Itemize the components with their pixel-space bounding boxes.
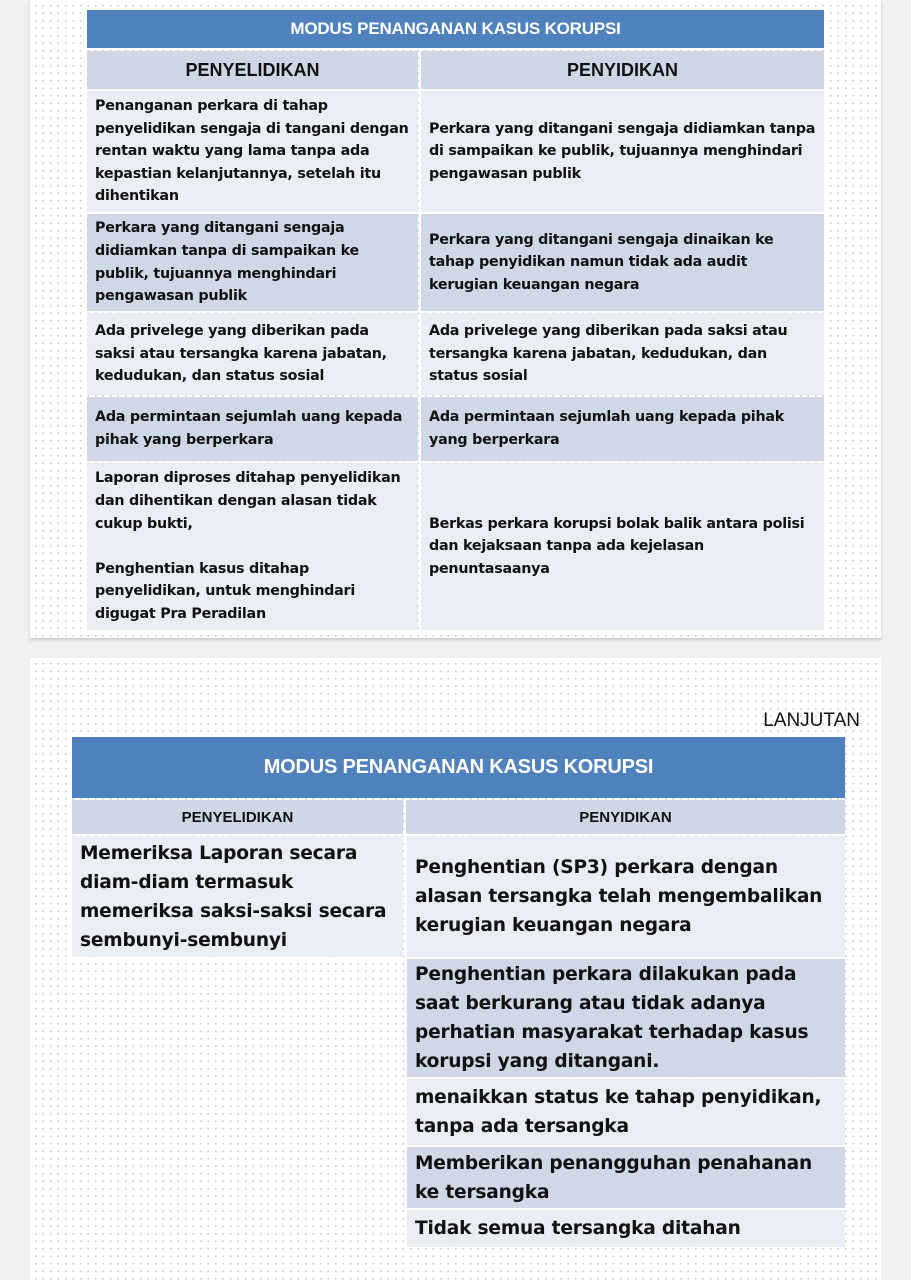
table-cell: Berkas perkara korupsi bolak balik antara polisi dan kejaksaan tanpa ada kejelasan penuntasaanya <box>421 463 824 630</box>
table-cell: Penghentian perkara dilakukan pada saat berkurang atau tidak adanya perhatian masyarakat terhadap kasus korupsi yang ditangani. <box>407 959 845 1077</box>
table-cell: Ada privelege yang diberikan pada saksi atau tersangka karena jabatan, kedudukan, dan status sosial <box>87 313 418 395</box>
table-cell: Laporan diproses ditahap penyelidikan dan dihentikan dengan alasan tidak cukup bukti, Penghentian kasus ditahap penyelidikan, untuk menghindari digugat Pra Peradilan <box>87 463 418 630</box>
table-cell: Perkara yang ditangani sengaja dinaikan ke tahap penyidikan namun tidak ada audit kerugian keuangan negara <box>421 214 824 311</box>
table-title: MODUS PENANGANAN KASUS KORUPSI <box>72 737 845 798</box>
column-header-penyidikan: PENYIDIKAN <box>406 800 845 834</box>
column-header-penyelidikan: PENYELIDIKAN <box>87 51 418 89</box>
table-title: MODUS PENANGANAN KASUS KORUPSI <box>87 10 824 48</box>
column-header-penyidikan: PENYIDIKAN <box>421 51 824 89</box>
corruption-modus-table <box>87 10 824 630</box>
table-cell: Penghentian (SP3) perkara dengan alasan tersangka telah mengembalikan kerugian keuangan negara <box>407 836 845 957</box>
continuation-label: LANJUTAN <box>763 710 860 731</box>
table-cell: Memeriksa Laporan secara diam-diam termasuk memeriksa saksi-saksi secara sembunyi-sembunyi <box>72 836 403 957</box>
table-cell: Tidak semua tersangka ditahan <box>407 1210 845 1247</box>
table-cell: Ada permintaan sejumlah uang kepada pihak yang berperkara <box>87 397 418 461</box>
table-cell: Perkara yang ditangani sengaja didiamkan tanpa di sampaikan ke publik, tujuannya menghindari pengawasan publik <box>421 91 824 212</box>
corruption-modus-table-continued <box>72 737 845 1247</box>
table-cell: menaikkan status ke tahap penyidikan, tanpa ada tersangka <box>407 1079 845 1145</box>
table-cell: Penanganan perkara di tahap penyelidikan sengaja di tangani dengan rentan waktu yang lama tanpa ada kepastian kelanjutannya, setelah itu dihentikan <box>87 91 418 212</box>
table-cell: Ada permintaan sejumlah uang kepada pihak yang berperkara <box>421 397 824 461</box>
table-cell: Perkara yang ditangani sengaja didiamkan tanpa di sampaikan ke publik, tujuannya menghindari pengawasan publik <box>87 214 418 311</box>
column-header-penyelidikan: PENYELIDIKAN <box>72 800 403 834</box>
table-cell: Ada privelege yang diberikan pada saksi atau tersangka karena jabatan, kedudukan, dan status sosial <box>421 313 824 395</box>
table-cell: Memberikan penangguhan penahanan ke tersangka <box>407 1147 845 1208</box>
